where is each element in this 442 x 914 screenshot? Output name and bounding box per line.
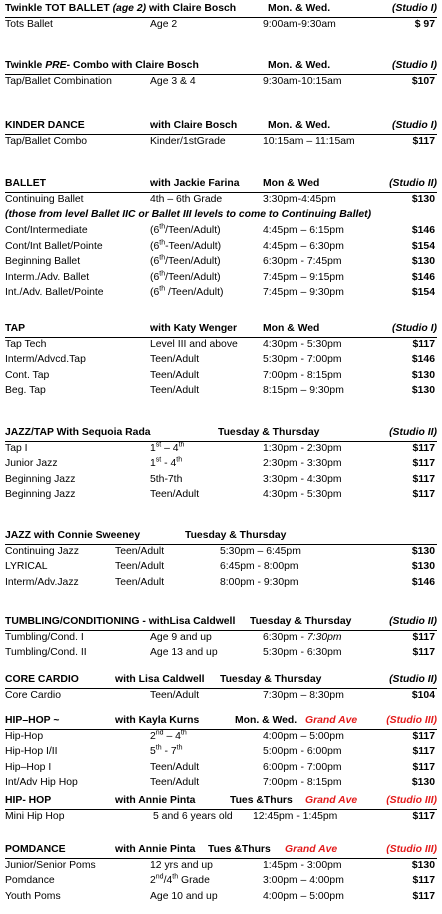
section-studio: (Studio I) [391,3,437,14]
section-days: Mon & Wed [263,178,320,189]
class-price: $117 [412,489,435,501]
class-price: $117 [412,443,435,454]
class-level: Teen/Adult [150,690,200,701]
section-title: HIP–HOP ~ [5,715,60,726]
section-studio: (Studio II) [389,427,437,438]
section-core-cardio [5,673,437,704]
class-time: 1:45pm - 3:00pm [263,860,342,871]
section-header [5,426,437,442]
class-name: Continuing Ballet [5,194,84,205]
class-name: Hip-Hop I/II [5,746,58,758]
section-title: BALLET [5,178,46,189]
class-level: 1st - 4th [150,456,183,470]
section-days: Mon. & Wed. [268,60,331,71]
class-level: Teen/Adult [150,369,200,381]
class-level: 12 yrs and up [150,860,213,871]
class-time: 8:00pm - 9:30pm [220,576,299,588]
class-time: 5:30pm - 6:30pm [263,647,342,659]
class-price: $117 [412,458,435,470]
class-level: Teen/Adult [115,561,165,573]
class-name: Hip–Hop I [5,761,52,773]
class-level: Age 2 [150,19,178,30]
section-pre-combo [5,59,437,90]
class-row [5,286,437,301]
class-level: Teen/Adult [115,576,165,588]
section-studio: (Studio III) [386,715,437,726]
section-days: Tuesday & Thursday [218,427,320,438]
class-time: 9:00am-9:30am [263,19,336,30]
class-price: $117 [412,339,435,350]
section-instructor: with Annie Pinta [115,844,196,855]
class-row [5,631,437,646]
class-price: $117 [412,473,435,485]
class-name: Beginning Jazz [5,473,76,485]
section-tot-ballet [5,2,437,33]
class-price: $117 [412,761,435,773]
section-studio: (Studio III) [386,844,437,855]
class-level: Teen/Adult [150,385,200,397]
section-studio: (Studio I) [391,323,437,334]
section-header [5,714,437,730]
class-name: Tap Tech [5,339,47,350]
class-price: $117 [412,890,435,902]
class-time: 7:45pm – 9:30pm [263,286,344,298]
class-time: 4:00pm – 5:00pm [263,731,344,742]
class-price: $130 [411,369,435,381]
class-name: Tap/Ballet Combination [5,76,112,87]
class-name: Tumbling/Cond. I [5,632,84,643]
section-header [5,119,437,135]
section-location: Grand Ave [305,795,358,806]
class-row [5,353,437,368]
class-row [5,240,437,255]
class-level: Level III and above [150,339,238,350]
class-row [5,442,437,457]
section-tap [5,322,437,400]
section-days: Tuesday & Thursday [250,616,352,627]
section-title: Twinkle TOT BALLET (age 2) with Claire Bosch [5,3,237,14]
class-price: $130 [411,256,435,268]
class-level: 5th - 7th [150,744,183,758]
class-name: Interm/Advcd.Tap [5,354,86,366]
class-price: $130 [411,194,435,205]
section-header [5,673,437,689]
section-pomdance [5,843,437,905]
section-header [5,615,437,631]
class-time: 8:15pm – 9:30pm [263,385,344,397]
section-location: Grand Ave [285,844,338,855]
class-time: 7:00pm - 8:15pm [263,777,342,789]
section-days: Tuesday & Thursday [185,530,287,541]
section-instructor: with Lisa Caldwell [115,674,205,685]
section-header [5,794,437,810]
class-name: Tap I [5,443,28,454]
class-price: $117 [412,731,435,742]
class-name: Cont/Intermediate [5,225,88,237]
class-row [5,338,437,353]
class-row [5,560,437,575]
class-row [5,193,437,208]
section-studio: (Studio II) [389,178,437,189]
section-days: Mon. & Wed. [268,120,331,131]
class-row [5,646,437,661]
section-jazz [5,529,437,591]
class-level: Teen/Adult [150,761,200,773]
class-name: Pomdance [5,875,55,887]
section-studio: (Studio III) [386,795,437,806]
class-price: $117 [412,746,435,758]
class-name: Tumbling/Cond. II [5,647,87,659]
class-level: Teen/Adult [150,354,200,366]
class-time: 5:30pm - 7:00pm [263,354,342,366]
section-title: KINDER DANCE [5,120,85,131]
class-level: 2nd/4th Grade [150,873,210,887]
class-row [5,135,437,150]
class-row [5,874,437,889]
class-row [5,761,437,776]
section-title: CORE CARDIO [5,674,79,685]
section-header [5,2,437,18]
class-price: $146 [411,225,435,237]
class-row [5,689,437,704]
class-time: 3:00pm – 4:00pm [263,875,344,887]
class-name: Tap/Ballet Combo [5,136,88,147]
class-time: 4:45pm – 6:15pm [263,225,344,237]
class-name: Cont/Int Ballet/Pointe [5,240,103,252]
class-name: Mini Hip Hop [5,811,65,822]
section-studio: (Studio II) [389,674,437,685]
class-price: $ 97 [414,19,435,30]
class-row [5,18,437,33]
class-level: (6th/Teen/Adult) [150,270,221,283]
class-name: Int./Adv. Ballet/Pointe [5,286,104,298]
class-price: $130 [411,546,435,557]
class-price: $154 [411,286,435,298]
class-time: 4:30pm - 5:30pm [263,339,342,350]
section-title: TUMBLING/CONDITIONING - withLisa Caldwell [5,616,236,627]
class-row [5,75,437,90]
section-days: Tuesday & Thursday [220,674,322,685]
class-name: Int/Adv Hip Hop [5,777,78,789]
class-row [5,890,437,905]
section-days: Tues &Thurs [208,844,271,855]
class-time: 2:30pm - 3:30pm [263,458,342,470]
class-price: $154 [411,240,435,252]
class-name: Youth Poms [5,890,61,902]
class-row [5,745,437,760]
class-time: 1:30pm - 2:30pm [263,443,342,454]
class-time: 3:30pm-4:45pm [263,194,336,205]
class-price: $104 [411,690,435,701]
class-time: 9:30am-10:15am [263,76,342,87]
ballet-note: (those from level Ballet IIC or Ballet III levels to come to Continuing Ballet) [5,209,372,221]
class-name: Core Cardio [5,690,62,701]
class-time: 7:45pm – 9:15pm [263,271,344,283]
class-level: (6th /Teen/Adult) [150,285,224,298]
class-price: $146 [411,576,435,588]
class-price: $117 [412,647,435,659]
class-time: 12:45pm - 1:45pm [253,811,338,822]
class-level: Age 9 and up [150,632,212,643]
class-row [5,224,437,239]
class-price: $146 [411,354,435,366]
section-title: JAZZ with Connie Sweeney [5,530,141,541]
class-name: Beginning Jazz [5,489,76,501]
section-days: Mon. & Wed. [235,715,298,726]
class-row [5,255,437,270]
class-row [5,730,437,745]
class-name: Beginning Ballet [5,256,81,268]
class-name: Junior Jazz [5,458,58,470]
section-days: Tues &Thurs [230,795,293,806]
section-studio: (Studio II) [389,616,437,627]
class-row [5,271,437,286]
class-time: 6:30pm - 7:45pm [263,256,342,268]
class-level: 5th-7th [150,473,183,485]
class-name: Tots Ballet [5,19,53,30]
section-hip-hop-kayla [5,714,437,792]
class-time: 6:45pm - 8:00pm [220,561,299,573]
class-name: Junior/Senior Poms [5,860,96,871]
class-row [5,384,437,399]
class-level: Kinder/1stGrade [150,136,226,147]
section-studio: (Studio I) [391,120,437,131]
class-time: 4:45pm – 6:30pm [263,240,344,252]
section-hip-hop-annie [5,794,437,825]
class-row [5,457,437,472]
section-header [5,177,437,193]
class-price: $130 [411,561,435,573]
section-title: TAP [5,323,26,334]
class-price: $146 [411,271,435,283]
class-price: $130 [411,777,435,789]
section-title: POMDANCE [5,844,66,855]
class-name: Continuing Jazz [5,546,79,557]
class-row [5,776,437,791]
class-level: Teen/Adult [150,777,200,789]
section-title: HIP- HOP [5,795,52,806]
section-header [5,322,437,338]
class-price: $117 [412,875,435,887]
class-name: Beg. Tap [5,385,46,397]
class-time: 7:30pm – 8:30pm [263,690,344,701]
section-ballet [5,177,437,301]
class-level: Teen/Adult [150,489,200,501]
class-row [5,859,437,874]
section-header [5,59,437,75]
section-kinder-dance [5,119,437,150]
class-price: $117 [412,136,435,147]
class-level: (6th-Teen/Adult) [150,239,222,252]
section-days: Mon & Wed [263,323,320,334]
class-time: 6:30pm - 7:30pm [263,632,342,643]
section-tumbling [5,615,437,662]
class-name: Interm/Adv.Jazz [5,576,79,588]
class-price: $130 [411,860,435,871]
class-name: Cont. Tap [5,369,50,381]
class-level: Teen/Adult [115,546,165,557]
class-row [5,810,437,825]
class-time: 5:00pm - 6:00pm [263,746,342,758]
class-row [5,576,437,591]
class-row [5,369,437,384]
class-time: 6:00pm - 7:00pm [263,761,342,773]
section-instructor: with Annie Pinta [115,795,196,806]
section-header [5,529,437,545]
class-time: 5:30pm – 6:45pm [220,546,301,557]
section-instructor: with Katy Wenger [150,323,237,334]
class-price: $117 [412,811,435,822]
class-time: 3:30pm - 4:30pm [263,473,342,485]
class-row [5,473,437,488]
section-location: Grand Ave [305,715,358,726]
class-time: 4:30pm - 5:30pm [263,489,342,501]
section-instructor: with Kayla Kurns [115,715,200,726]
section-days: Mon. & Wed. [268,3,331,14]
class-price: $107 [411,76,435,87]
class-name: Interm./Adv. Ballet [5,271,90,283]
class-level: (6th/Teen/Adult) [150,223,221,237]
class-level: Age 3 & 4 [150,76,196,87]
class-row [5,488,437,503]
section-title: JAZZ/TAP With Sequoia Rada [5,427,151,438]
class-price: $117 [412,632,435,643]
class-level: (6th/Teen/Adult) [150,254,221,268]
section-studio: (Studio I) [391,60,437,71]
section-instructor: with Jackie Farina [150,178,240,189]
class-level: Age 10 and up [150,890,218,902]
class-level: 5 and 6 years old [153,811,233,822]
class-level: 4th – 6th Grade [150,194,223,205]
class-time: 4:00pm – 5:00pm [263,890,344,902]
class-level: 1st – 4th [150,441,185,454]
section-instructor: with Claire Bosch [150,120,238,131]
class-time: 7:00pm - 8:15pm [263,369,342,381]
class-row [5,545,437,560]
section-jazz-tap [5,426,437,504]
class-time: 10:15am – 11:15am [263,136,355,147]
class-name: Hip-Hop [5,731,44,742]
section-title: Twinkle PRE- Combo with Claire Bosch [5,60,199,71]
class-price: $130 [411,385,435,397]
section-header [5,843,437,859]
class-level: Age 13 and up [150,647,218,659]
class-name: LYRICAL [5,561,48,573]
class-level: 2nd – 4th [150,729,187,742]
